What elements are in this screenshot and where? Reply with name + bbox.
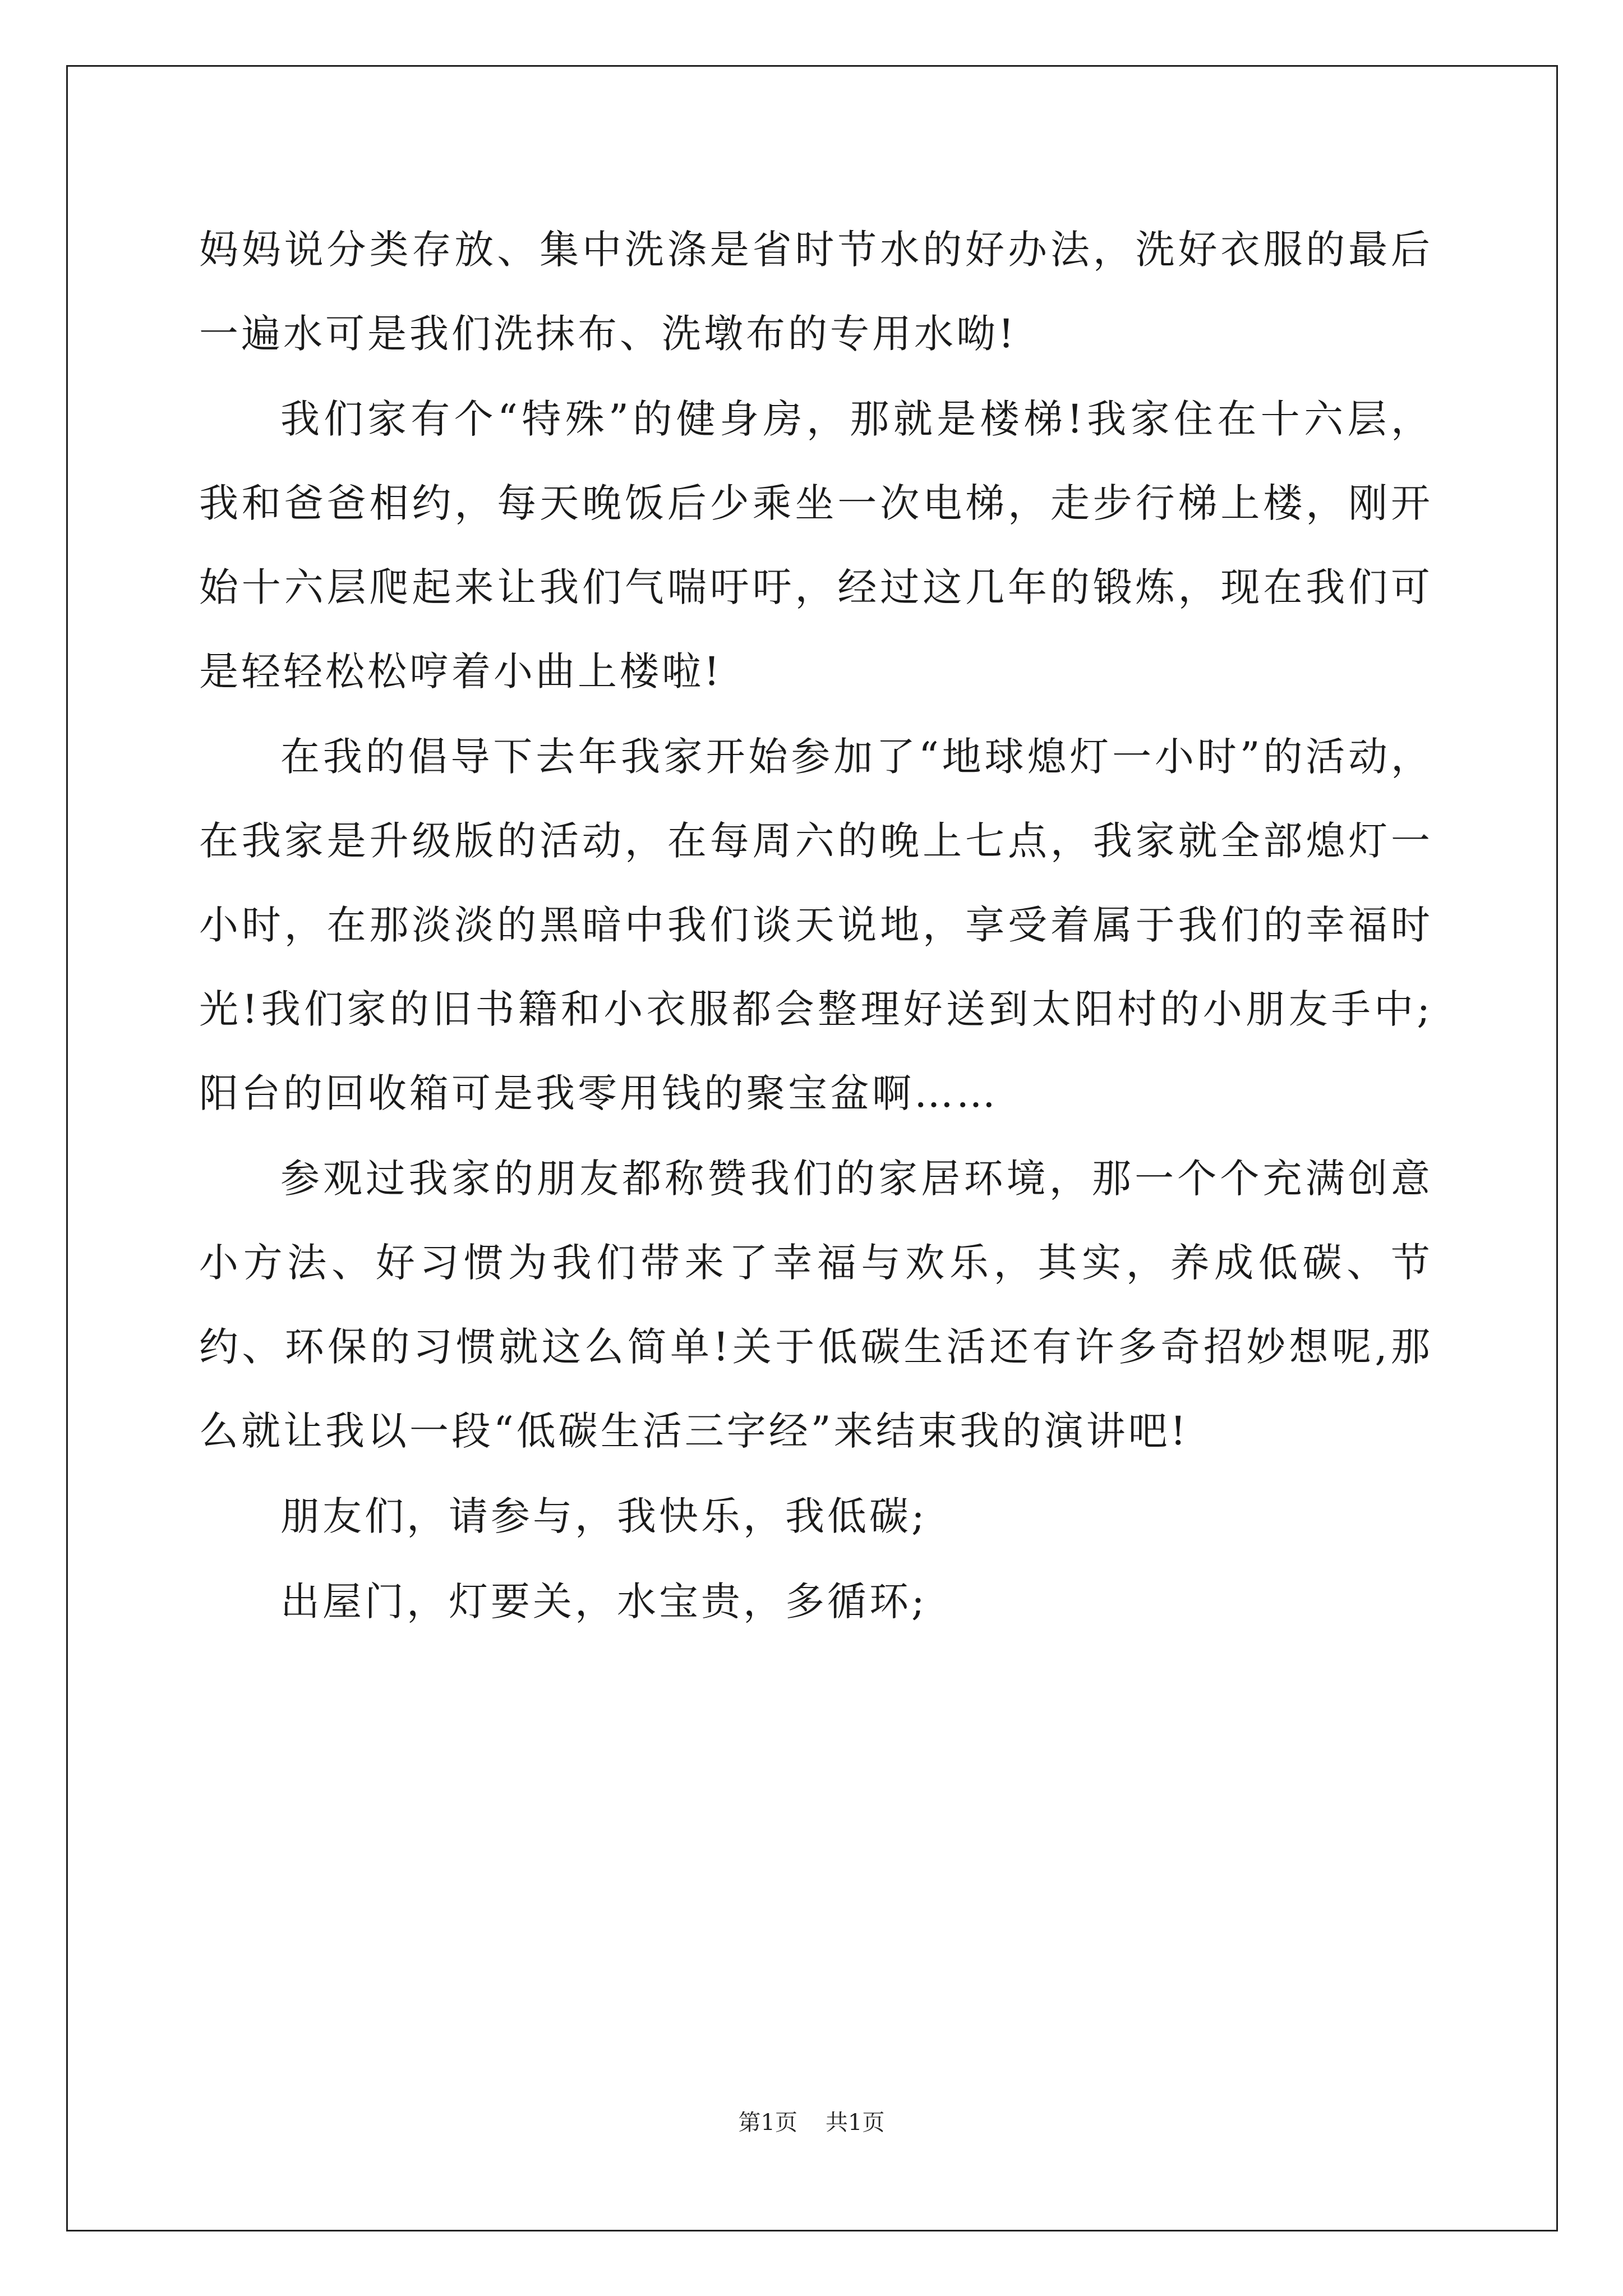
paragraph-4: 参观过我家的朋友都称赞我们的家居环境，那一个个充满创意小方法、好习惯为我们带来了幸福与欢乐，其实，养成低碳、节约、环保的习惯就这么简单!关于低碳生活还有许多奇招妙想呢,那么就让我以一段“低碳生活三字经”来结束我的演讲吧!	[199, 1156, 1433, 1454]
paragraph-5: 朋友们，请参与，我快乐，我低碳;	[280, 1493, 928, 1539]
paragraph-3: 在我的倡导下去年我家开始参加了“地球熄灯一小时”的活动，在我家是升级版的活动，在每周六的晚上七点，我家就全部熄灯一小时，在那淡淡的黑暗中我们谈天说地，享受着属于我们的幸福时光!我们家的旧书籍和小衣服都会整理好送到太阳村的小朋友手中;阳台的回收箱可是我零用钱的聚宝盆啊……	[199, 734, 1433, 1116]
total-pages-label: 共1页	[826, 2110, 885, 2136]
page-number-label: 第1页	[738, 2110, 797, 2136]
paragraph-6: 出屋门，灯要关，水宝贵，多循环;	[280, 1579, 928, 1625]
document-body	[199, 208, 1433, 1645]
page-footer	[0, 2105, 1623, 2137]
paragraph-1: 妈妈说分类存放、集中洗涤是省时节水的好办法，洗好衣服的最后一遍水可是我们洗抹布、洗墩布的专用水呦!	[199, 227, 1433, 357]
paragraph-2: 我们家有个“特殊”的健身房，那就是楼梯!我家住在十六层，我和爸爸相约，每天晚饭后少乘坐一次电梯，走步行梯上楼，刚开始十六层爬起来让我们气喘吁吁，经过这几年的锻炼，现在我们可是轻轻松松哼着小曲上楼啦!	[199, 396, 1433, 694]
